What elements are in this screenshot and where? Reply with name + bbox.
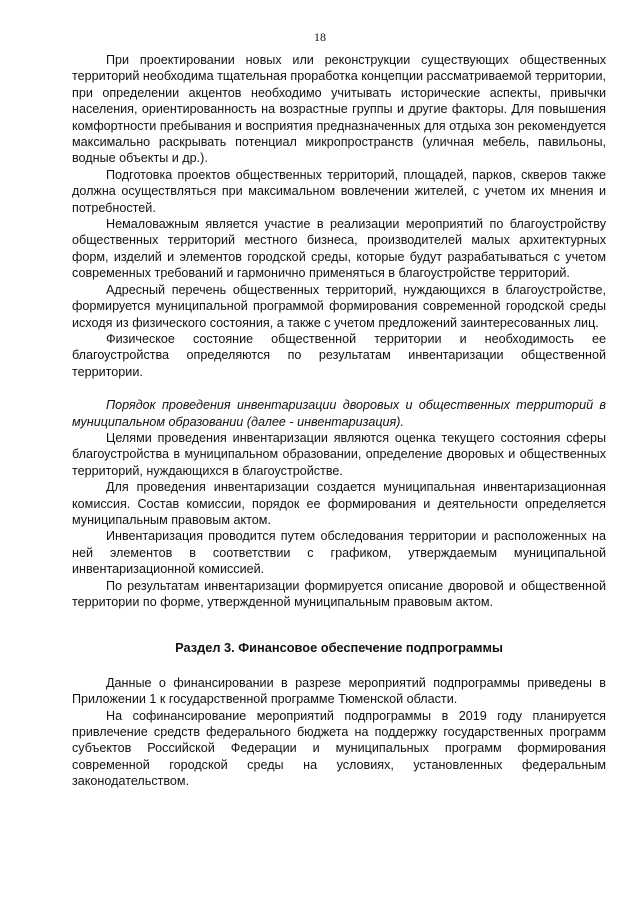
paragraph-design-concept: При проектировании новых или реконструкции существующих общественных территорий необходима тщательная проработка концепции рассматриваемой территории, при определении акцентов необходимо учитывать исторические аспекты, привычки населения, ориентированность на возрастные группы и другие факторы. Для повышения комфортности пребывания и восприятия предназначенных для отдыха зон рекомендуется максимально раскрывать потенциал микропространств (уличная мебель, павильоны, водные объекты и др.). — [72, 53, 606, 166]
page-content — [72, 52, 606, 790]
paragraph-project-preparation: Подготовка проектов общественных территорий, площадей, парков, скверов также должна осуществляться при максимальном вовлечении жителей, с учетом их мнения и потребностей. — [72, 167, 606, 215]
spacer — [72, 380, 606, 397]
paragraph-inventory-goals: Целями проведения инвентаризации являются оценка текущего состояния сферы благоустройства в муниципальном образовании, определение дворовых и общественных территорий, нуждающихся в благоустройстве. — [72, 430, 606, 478]
paragraph-inventory-results: По результатам инвентаризации формируется описание дворовой и общественной территории по форме, утвержденной муниципальным правовым актом. — [72, 578, 606, 609]
paragraph-cofinancing: На софинансирование мероприятий подпрограммы в 2019 году планируется привлечение средств федерального бюджета на поддержку государственных программ субъектов Российской Федерации и муниципальных программ формирования современной городской среды на условиях, установленных федеральным законодательством. — [72, 708, 606, 789]
section-heading: Раздел 3. Финансовое обеспечение подпрограммы — [175, 640, 503, 656]
paragraph-inventory-commission: Для проведения инвентаризации создается муниципальная инвентаризационная комиссия. Состав комиссии, порядок ее формирования и деятельности определяется муниципальным правовым актом. — [72, 480, 606, 527]
page-number: 18 — [314, 30, 326, 44]
paragraph-inventory-procedure: Порядок проведения инвентаризации дворовых и общественных территорий в муниципальном образовании (далее - инвентаризация). — [72, 398, 606, 429]
paragraph-financing-data: Данные о финансировании в разрезе мероприятий подпрограммы приведены в Приложении 1 к государственной программе Тюменской области. — [72, 675, 606, 707]
paragraph-business-participation: Немаловажным является участие в реализации мероприятий по благоустройству общественных территорий местного бизнеса, производителей малых архитектурных форм, изделий и элементов городской среды, которые будут разрабатываться с учетом современных требований и гармонично применяться в благоустройстве территорий. — [72, 217, 606, 281]
paragraph-address-list: Адресный перечень общественных территорий, нуждающихся в благоустройстве, формируется муниципальной программой формирования современной городской среды исходя из физического состояния, а также с учетом предложений заинтересованных лиц. — [72, 282, 606, 330]
paragraph-physical-condition: Физическое состояние общественной территории и необходимость ее благоустройства определяются по результатам инвентаризации общественной территории. — [72, 331, 606, 379]
paragraph-inventory-schedule: Инвентаризация проводится путем обследования территории и расположенных на ней элементов в соответствии с графиком, утверждаемым муниципальной инвентаризационной комиссией. — [72, 529, 606, 577]
